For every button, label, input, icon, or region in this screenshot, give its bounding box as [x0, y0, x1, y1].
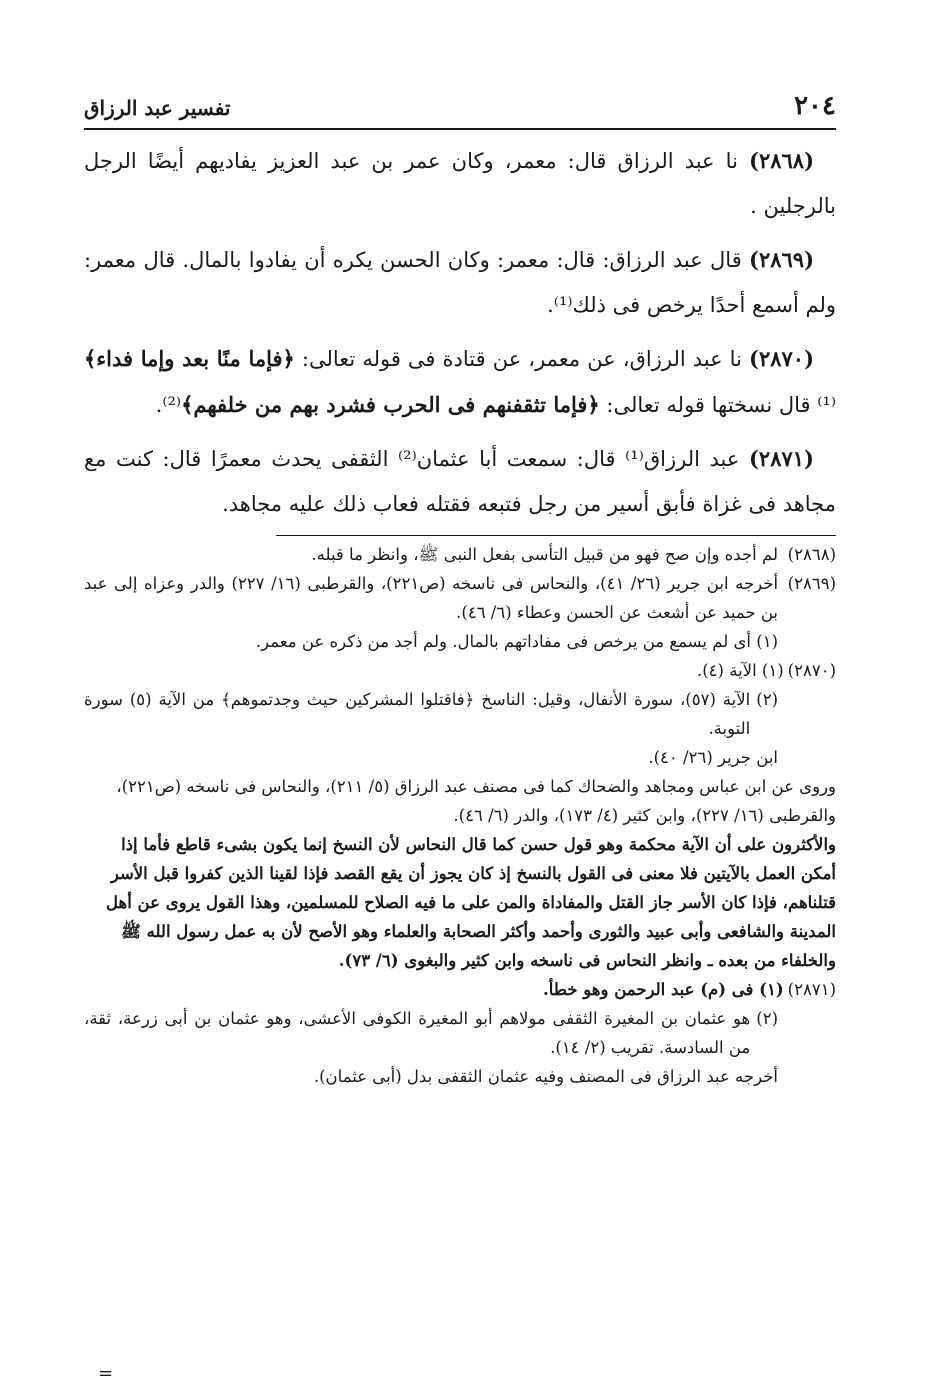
hadith-text: نا عبد الرزاق، عن معمر، عن قتادة فى قوله تعالى:	[294, 347, 749, 371]
hadith-2869	[84, 237, 836, 328]
footnote-sub-key: (٢)	[756, 1009, 778, 1028]
hadith-2868	[84, 138, 836, 229]
footnote-sub-key: (٢)	[756, 690, 778, 709]
hadith-text: قال عبد الرزاق: قال: معمر: وكان الحسن يكره أن يفادوا بالمال. قال معمر: ولم أسمع أحدًا يرخص فى ذلك⁽¹⁾.	[84, 248, 836, 317]
quran-quote: ﴿فإما تثقفنهم فى الحرب فشرد بهم من خلفهم﴾	[181, 392, 600, 417]
footnote-key: (٢٨٧٠)	[787, 661, 836, 680]
page-number: ٢٠٤	[794, 91, 836, 121]
page-header	[84, 88, 836, 130]
footnote-divider	[276, 535, 836, 536]
hadith-text: عبد الرزاق⁽¹⁾ قال: سمعت أبا عثمان⁽²⁾ الثقفى يحدث معمرًا قال: كنت مع مجاهد فى غزاة فأبق أسير من رجل فتبعه فقتله فعاب ذلك عليه مجاهد.	[84, 447, 836, 516]
footnote-commentary: وروى عن ابن عباس ومجاهد والضحاك كما فى مصنف عبد الرزاق (٥/ ٢١١)، والنحاس فى ناسخه (ص٢٢١)، والقرطبى (١٦/ ٢٢٧)، وابن كثير (٤/ ١٧٣)، والدر (٦/ ٤٦).	[116, 777, 836, 825]
footnote-2871	[84, 975, 836, 1004]
footnote-sub-text: هو عثمان بن المغيرة الثقفى مولاهم أبو المغيرة الكوفى الأعشى، وهو عثمان بن أبى زرعة، ثقة، من السادسة. تقريب (٢/ ١٤).	[84, 1009, 751, 1057]
footnote-2869-1: (١) أى لم يسمع من يرخص فى مفاداتهم بالمال. ولم أجد من ذكره عن معمر.	[255, 632, 778, 651]
footnote-text: لم أجده وإن صح فهو من قبيل التأسى بفعل النبى ﷺ، وانظر ما قبله.	[311, 545, 778, 564]
hadith-text: ⁽¹⁾ قال نسختها قوله تعالى:	[599, 393, 836, 417]
hadith-number: (٢٨٧٠)	[749, 346, 814, 371]
running-title: تفسير عبد الرزاق	[84, 96, 231, 120]
footnote-key: (٢٨٦٨)	[787, 545, 836, 564]
footnote-sub-text: الآية (٥٧)، سورة الأنفال، وقيل: الناسخ ﴿فاقتلوا المشركين حيث وجدتموهم﴾ من الآية (٥) سورة التوبة.	[84, 690, 751, 738]
footnote-reference: ابن جرير (٢٦/ ٤٠).	[648, 748, 778, 767]
footnote-2870	[84, 656, 836, 685]
page	[84, 88, 836, 1384]
hadith-number: (٢٨٧١)	[748, 446, 814, 471]
footnotes	[84, 540, 836, 1091]
main-text	[84, 138, 836, 527]
footnote-text: (١) فى (م) عبد الرحمن وهو خطأ.	[543, 980, 784, 999]
footnote-sub	[84, 685, 778, 743]
continuation-mark: =	[98, 1363, 114, 1384]
hadith-2870	[84, 336, 836, 428]
footnote-2870-2	[84, 685, 836, 772]
quran-quote: ﴿فإما منًا بعد وإما فداء﴾	[84, 346, 295, 371]
footnote-2869	[84, 569, 836, 627]
hadith-text: ⁽²⁾.	[155, 393, 182, 417]
footnote-sub	[84, 1004, 778, 1062]
footnote-2871-2	[84, 1004, 836, 1091]
hadith-number: (٢٨٦٨)	[749, 148, 814, 173]
hadith-number: (٢٨٦٩)	[749, 247, 814, 272]
footnote-commentary-bold: والأكثرون على أن الآية محكمة وهو قول حسن كما قال النحاس لأن النسخ إنما يكون بشىء قاطع فأما إذا أمكن العمل بالآيتين فلا معنى فى القول بالنسخ إذ كان يجوز أن يقع القصد فإذا لقينا الذين كفروا قبل الأسر قتلناهم، فإذا كان الأسر جاز القتل والمفاداة والمن على ما فيه الصلاح للمسلمين، وهذا القول يروى عن أهل المدينة والشافعى وأبى عبيد والثورى وأحمد وأكثر الصحابة والعلماء وهو الأصح لأن به عمل رسول الله ﷺ والخلفاء من بعده ـ وانظر النحاس فى ناسخه وابن كثير والبغوى (٦/ ٧٣).	[106, 835, 836, 970]
footnote-key: (٢٨٦٩)	[787, 574, 836, 593]
hadith-2871	[84, 436, 836, 527]
footnote-key: (٢٨٧١)	[787, 980, 836, 999]
footnote-reference: أخرجه عبد الرزاق فى المصنف وفيه عثمان الثقفى بدل (أبى عثمان).	[313, 1067, 778, 1086]
footnote-2868	[84, 540, 836, 569]
hadith-text: نا عبد الرزاق قال: معمر، وكان عمر بن عبد العزيز يفاديهم أيضًا الرجل بالرجلين .	[84, 149, 836, 218]
footnote-text: أخرجه ابن جرير (٢٦/ ٤١)، والنحاس فى ناسخه (ص٢٢١)، والقرطبى (١٦/ ٢٢٧) والدر وعزاه إلى عبد بن حميد عن أشعث عن الحسن وعطاء (٦/ ٤٦).	[84, 574, 779, 622]
footnote-text: (١) الآية (٤).	[696, 661, 784, 680]
